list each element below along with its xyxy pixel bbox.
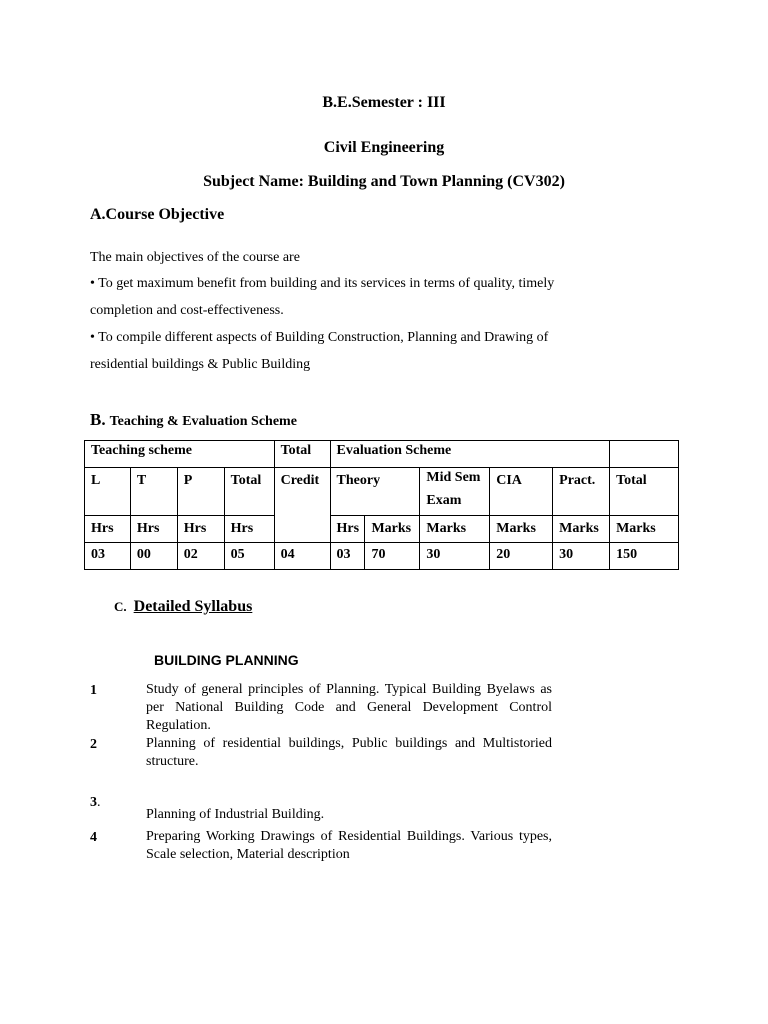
- section-b-title: [90, 410, 297, 430]
- mid-sem-label: Mid Sem: [426, 470, 481, 485]
- value-cell: 03: [330, 543, 365, 570]
- col-credit: Credit: [274, 468, 330, 543]
- value-cell: 02: [177, 543, 224, 570]
- unit-cell: Marks: [365, 516, 420, 543]
- col-cia: CIA: [490, 468, 553, 516]
- evaluation-scheme-table: [84, 440, 679, 570]
- building-planning-subheading: BUILDING PLANNING: [154, 652, 299, 668]
- objective-line-3: completion and cost-effectiveness.: [90, 303, 284, 318]
- objective-line-5: residential buildings & Public Building: [90, 357, 311, 372]
- unit-cell: Hrs: [177, 516, 224, 543]
- value-cell: 00: [130, 543, 177, 570]
- item-number-3-value: 3: [90, 795, 97, 810]
- unit-cell: Hrs: [85, 516, 131, 543]
- section-b-label: Teaching & Evaluation Scheme: [109, 414, 297, 429]
- unit-cell: Hrs: [130, 516, 177, 543]
- col-theory: Theory: [330, 468, 420, 516]
- section-b-letter: B.: [90, 410, 106, 429]
- value-cell: 20: [490, 543, 553, 570]
- section-c-title: [114, 598, 252, 616]
- value-cell: 05: [224, 543, 274, 570]
- col-mid-sem: [420, 468, 490, 516]
- col-p: P: [177, 468, 224, 516]
- unit-cell: Marks: [490, 516, 553, 543]
- unit-cell: Hrs: [330, 516, 365, 543]
- item-number-4: 4: [90, 830, 97, 845]
- item-text-4: Preparing Working Drawings of Residential Buildings. Various types, Scale selection, Material description: [146, 829, 552, 862]
- section-a-title: A.Course Objective: [90, 206, 225, 223]
- unit-cell: Hrs: [224, 516, 274, 543]
- evaluation-scheme-header: Evaluation Scheme: [330, 441, 610, 468]
- objective-line-2: • To get maximum benefit from building and its services in terms of quality, timely: [90, 276, 555, 291]
- exam-label: Exam: [426, 493, 462, 508]
- item-number-1: 1: [90, 683, 97, 698]
- item-text-1: Study of general principles of Planning. Typical Building Byelaws as per National Building Code and General Development Control Regulation.: [146, 682, 552, 733]
- blank-header: [610, 441, 679, 468]
- objective-line-4: • To compile different aspects of Building Construction, Planning and Drawing of: [90, 330, 549, 345]
- item-text-3: Planning of Industrial Building.: [146, 807, 325, 822]
- semester-heading: B.E.Semester : III: [322, 94, 446, 111]
- col-t: T: [130, 468, 177, 516]
- col-total: Total: [224, 468, 274, 516]
- col-l: L: [85, 468, 131, 516]
- col-total-eval: Total: [610, 468, 679, 516]
- section-c-label: Detailed Syllabus: [133, 598, 253, 615]
- value-cell: 70: [365, 543, 420, 570]
- total-header: Total: [274, 441, 330, 468]
- value-cell: 04: [274, 543, 330, 570]
- value-cell: 30: [420, 543, 490, 570]
- value-cell: 03: [85, 543, 131, 570]
- objective-line-1: The main objectives of the course are: [90, 250, 300, 265]
- item-number-3: 3.: [90, 795, 101, 810]
- subject-heading: Subject Name: Building and Town Planning (CV302): [203, 173, 565, 190]
- unit-cell: Marks: [420, 516, 490, 543]
- teaching-scheme-header: Teaching scheme: [85, 441, 275, 468]
- item-text-2: Planning of residential buildings, Public buildings and Multistoried structure.: [146, 736, 552, 769]
- department-heading: Civil Engineering: [323, 139, 445, 156]
- unit-cell: Marks: [553, 516, 610, 543]
- value-cell: 150: [610, 543, 679, 570]
- section-c-letter: C.: [114, 599, 127, 614]
- col-pract: Pract.: [553, 468, 610, 516]
- item-number-2: 2: [90, 737, 97, 752]
- value-cell: 30: [553, 543, 610, 570]
- unit-cell: Marks: [610, 516, 679, 543]
